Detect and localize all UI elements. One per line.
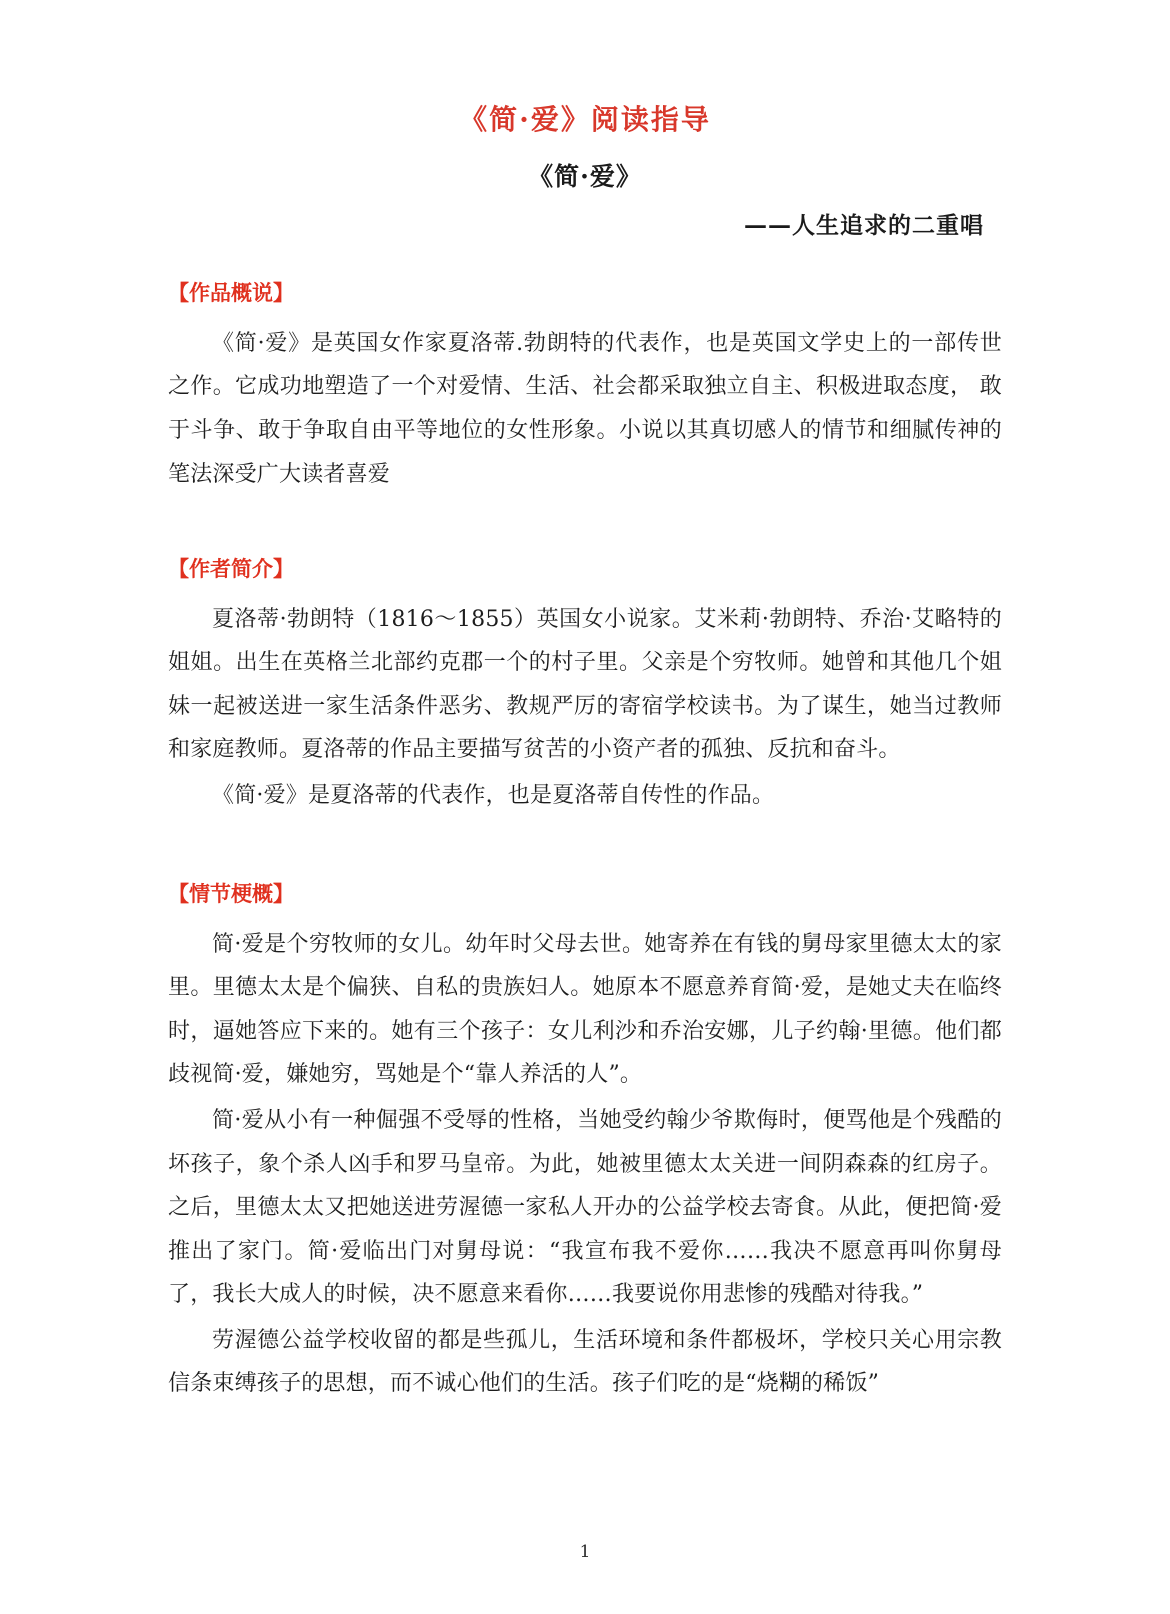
section-heading-plot: 【情节梗概】 — [168, 882, 294, 907]
page-title: 《简·爱》阅读指导 — [459, 103, 711, 136]
paragraph-author-2: 《简·爱》是夏洛蒂的代表作，也是夏洛蒂自传性的作品。 — [212, 782, 775, 808]
section-heading-concept: 【作品概说】 — [168, 281, 294, 306]
subtitle-secondary: ——人生追求的二重唱 — [744, 212, 984, 240]
subtitle-main: 《简·爱》 — [528, 162, 642, 192]
paragraph-plot-1: 简·爱是个穷牧师的女儿。幼年时父母去世。她寄养在有钱的舅母家里德太太的家里。里德太太是个偏狭、自私的贵族妇人。她原本不愿意养育简·爱，是她丈夫在临终时，逼她答应下来的。她有三个孩子：女儿利沙和乔治安娜，儿子约翰·里德。他们都歧视简·爱，嫌她穷，骂她是个“靠人养活的人”。 — [168, 931, 1002, 1088]
paragraph-plot-3: 劳渥德公益学校收留的都是些孤儿，生活环境和条件都极坏，学校只关心用宗教信条束缚孩子的思想，而不诚心他们的生活。孩子们吃的是“烧糊的稀饭” — [168, 1327, 1002, 1397]
paragraph-author-1: 夏洛蒂·勃朗特（1816～1855）英国女小说家。艾米莉·勃朗特、乔治·艾略特的姐姐。出生在英格兰北部约克郡一个的村子里。父亲是个穷牧师。她曾和其他几个姐妹一起被送进一家生活条件恶劣、教规严厉的寄宿学校读书。为了谋生，她当过教师和家庭教师。夏洛蒂的作品主要描写贫苦的小资产者的孤独、反抗和奋斗。 — [168, 606, 1002, 763]
section-heading-author: 【作者简介】 — [168, 557, 294, 582]
page-number: 1 — [579, 1542, 591, 1562]
page-content — [168, 0, 1002, 1406]
paragraph-plot-2: 简·爱从小有一种倔强不受辱的性格，当她受约翰少爷欺侮时，便骂他是个残酷的坏孩子，象个杀人凶手和罗马皇帝。为此，她被里德太太关进一间阴森森的红房子。之后，里德太太又把她送进劳渥德一家私人开办的公益学校去寄食。从此，便把简·爱推出了家门。简·爱临出门对舅母说：“我宣布我不爱你……我决不愿意再叫你舅母了，我长大成人的时候，决不愿意来看你……我要说你用悲惨的残酷对待我。” — [168, 1107, 1002, 1308]
paragraph-concept-1: 《简·爱》是英国女作家夏洛蒂.勃朗特的代表作，也是英国文学史上的一部传世之作。它成功地塑造了一个对爱情、生活、社会都采取独立自主、积极进取态度， 敢于斗争、敢于争取自由平等地位的女性形象。小说以其真切感人的情节和细腻传神的笔法深受广大读者喜爱 — [168, 330, 1002, 487]
